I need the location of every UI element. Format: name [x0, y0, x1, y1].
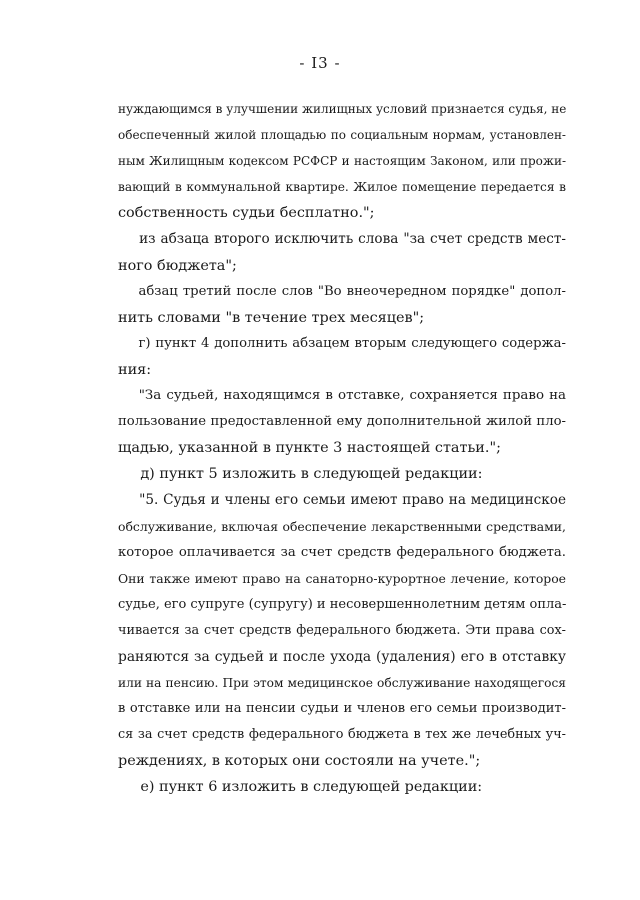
- text-line: "За судьей, находящимся в отставке, сохраняется право на: [138, 388, 566, 404]
- text-line: ного бюджета";: [118, 257, 237, 274]
- text-line: нуждающимся в улучшении жилищных условий признается судья, не: [118, 102, 567, 116]
- text-line: обеспеченный жилой площадью по социальным нормам, установлен-: [118, 128, 566, 143]
- text-line: д) пункт 5 изложить в следующей редакции:: [140, 466, 483, 483]
- text-line: ния:: [118, 361, 152, 378]
- text-line: пользование предоставленной ему дополнительной жилой пло-: [118, 414, 566, 430]
- text-line: "5. Судья и члены его семьи имеют право на медицинское: [139, 492, 566, 509]
- text-line: в отставке или на пенсии судьи и членов его семьи производит-: [118, 701, 566, 717]
- text-line: реждениях, в которых они состояли на учете.";: [118, 753, 481, 770]
- text-line: судье, его супруге (супругу) и несовершеннолетним детям опла-: [118, 596, 567, 612]
- text-line: г) пункт 4 дополнить абзацем вторым следующего содержа-: [138, 335, 566, 351]
- text-line: Они также имеют право на санаторно-курортное лечение, которое: [118, 570, 566, 586]
- text-line: или на пенсию. При этом медицинское обслуживание находящегося: [118, 676, 566, 691]
- text-line: чивается за счет средств федерального бюджета. Эти права сох-: [118, 622, 566, 638]
- text-line: вающий в коммунальной квартире. Жилое помещение передается в: [118, 180, 566, 195]
- text-line: ным Жилищным кодексом РСФСР и настоящим Законом, или прожи-: [118, 154, 566, 169]
- text-line: щадью, указанной в пункте 3 настоящей статьи.";: [118, 440, 501, 457]
- text-line: из абзаца второго исключить слова "за счет средств мест-: [139, 231, 566, 248]
- text-line: ся за счет средств федерального бюджета в тех же лечебных уч-: [118, 727, 566, 743]
- document-body: [118, 96, 566, 801]
- text-line: собственность судьи бесплатно.";: [118, 205, 375, 222]
- page-number: - I3 -: [299, 54, 341, 72]
- text-line: которое оплачивается за счет средств федерального бюджета.: [118, 544, 566, 560]
- text-line: е) пункт 6 изложить в следующей редакции:: [140, 779, 483, 796]
- text-line: нить словами "в течение трех месяцев";: [118, 309, 425, 326]
- text-line: абзац третий после слов "Во внеочередном порядке" допол-: [138, 283, 566, 299]
- text-line: раняются за судьей и после ухода (удаления) его в отставку: [118, 648, 566, 665]
- text-line: обслуживание, включая обеспечение лекарственными средствами,: [118, 518, 566, 534]
